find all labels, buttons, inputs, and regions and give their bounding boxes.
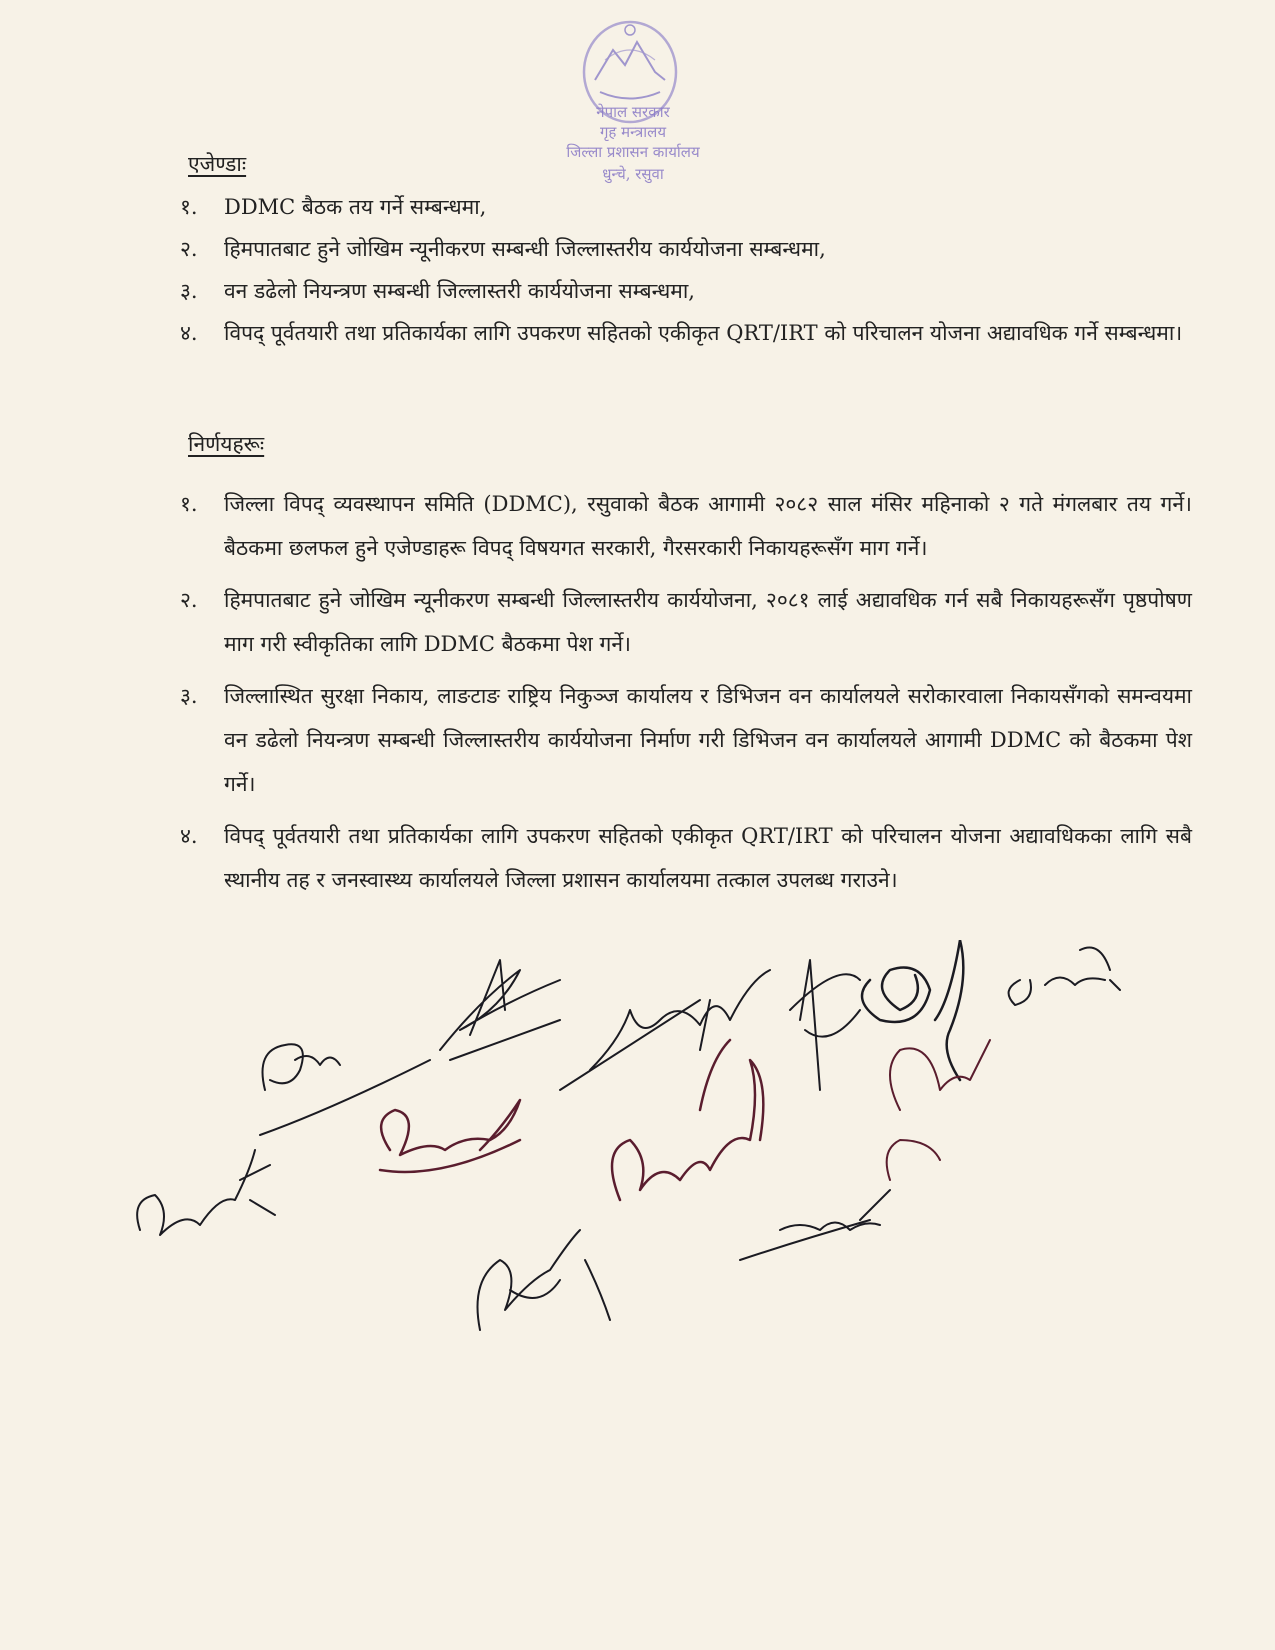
- decision-item-number: २.: [180, 588, 198, 612]
- agenda-item-text: DDMC बैठक तय गर्ने सम्बन्धमा,: [224, 195, 487, 219]
- signature-10: [137, 1150, 275, 1235]
- decision-item-number: ३.: [180, 684, 198, 708]
- signature-2: [440, 960, 560, 1060]
- signature-8: [612, 1040, 763, 1200]
- agenda-item-text: विपद् पूर्वतयारी तथा प्रतिकार्यका लागि उपकरण सहितको एकीकृत QRT/IRT को परिचालन योजना अद्यावधिक गर्ने सम्बन्धमा।: [224, 321, 1183, 345]
- decisions-heading: निर्णयहरूः: [188, 432, 265, 456]
- decision-item-number: १.: [180, 492, 198, 516]
- agenda-item-number: २.: [180, 237, 198, 261]
- agenda-item-number: ३.: [180, 279, 198, 303]
- signature-4: [790, 960, 860, 1090]
- agenda-item: [180, 228, 1192, 270]
- signature-11: [478, 1230, 611, 1330]
- agenda-list: [180, 186, 1192, 354]
- seal-line-4: धुन्चे, रसुवा: [602, 165, 664, 183]
- agenda-item-text: वन डढेलो नियन्त्रण सम्बन्धी जिल्लास्तरी कार्ययोजना सम्बन्धमा,: [224, 279, 695, 303]
- decision-item-text: जिल्ला विपद् व्यवस्थापन समिति (DDMC), रसुवाको बैठक आगामी २०८२ साल मंसिर महिनाको २ गते मंगलबार तय गर्ने। बैठकमा छलफल हुने एजेण्डाहरू विपद् विषयगत सरकारी, गैरसरकारी निकायहरूसँग माग गर्ने।: [224, 492, 1192, 560]
- signature-9: [887, 1040, 990, 1180]
- agenda-heading: एजेण्डाः: [188, 152, 247, 176]
- decision-item-text: हिमपातबाट हुने जोखिम न्यूनीकरण सम्बन्धी जिल्लास्तरीय कार्ययोजना, २०८१ लाई अद्यावधिक गर्न सबै निकायहरूसँग पृष्ठपोषण माग गरी स्वीकृतिका लागि DDMC बैठकमा पेश गर्ने।: [224, 588, 1192, 656]
- agenda-item-number: ४.: [180, 321, 198, 345]
- decision-item: [180, 814, 1192, 902]
- agenda-item: [180, 186, 1192, 228]
- seal-line-2: गृह मन्त्रालय: [599, 123, 667, 141]
- decision-item-text: जिल्लास्थित सुरक्षा निकाय, लाङटाङ राष्ट्रिय निकुञ्ज कार्यालय र डिभिजन वन कार्यालयले सरोकारवाला निकायसँगको समन्वयमा वन डढेलो नियन्त्रण सम्बन्धी जिल्लास्तरीय कार्ययोजना निर्माण गरी डिभिजन वन कार्यालयले आगामी DDMC को बैठकमा पेश गर्ने।: [224, 684, 1192, 796]
- signature-12: [740, 1190, 890, 1260]
- signature-5: [862, 940, 963, 1080]
- handwritten-signatures-icon: [0, 940, 1275, 1460]
- signature-7: [380, 1100, 520, 1172]
- agenda-item-text: हिमपातबाट हुने जोखिम न्यूनीकरण सम्बन्धी जिल्लास्तरीय कार्ययोजना सम्बन्धमा,: [224, 237, 826, 261]
- decision-item-text: विपद् पूर्वतयारी तथा प्रतिकार्यका लागि उपकरण सहितको एकीकृत QRT/IRT को परिचालन योजना अद्यावधिकका लागि सबै स्थानीय तह र जनस्वास्थ्य कार्यालयले जिल्ला प्रशासन कार्यालयमा तत्काल उपलब्ध गराउने।: [224, 824, 1192, 892]
- signature-6: [1009, 948, 1120, 1006]
- decisions-list: [180, 482, 1192, 910]
- agenda-item: [180, 312, 1192, 354]
- agenda-item: [180, 270, 1192, 312]
- decision-item: [180, 674, 1192, 806]
- signature-1: [260, 1044, 430, 1135]
- decision-item: [180, 482, 1192, 570]
- seal-line-3: जिल्ला प्रशासन कार्यालय: [566, 143, 700, 161]
- signature-3: [560, 970, 770, 1090]
- agenda-item-number: १.: [180, 195, 198, 219]
- seal-line-1: नेपाल सरकार: [596, 103, 670, 121]
- decision-item-number: ४.: [180, 824, 198, 848]
- decision-item: [180, 578, 1192, 666]
